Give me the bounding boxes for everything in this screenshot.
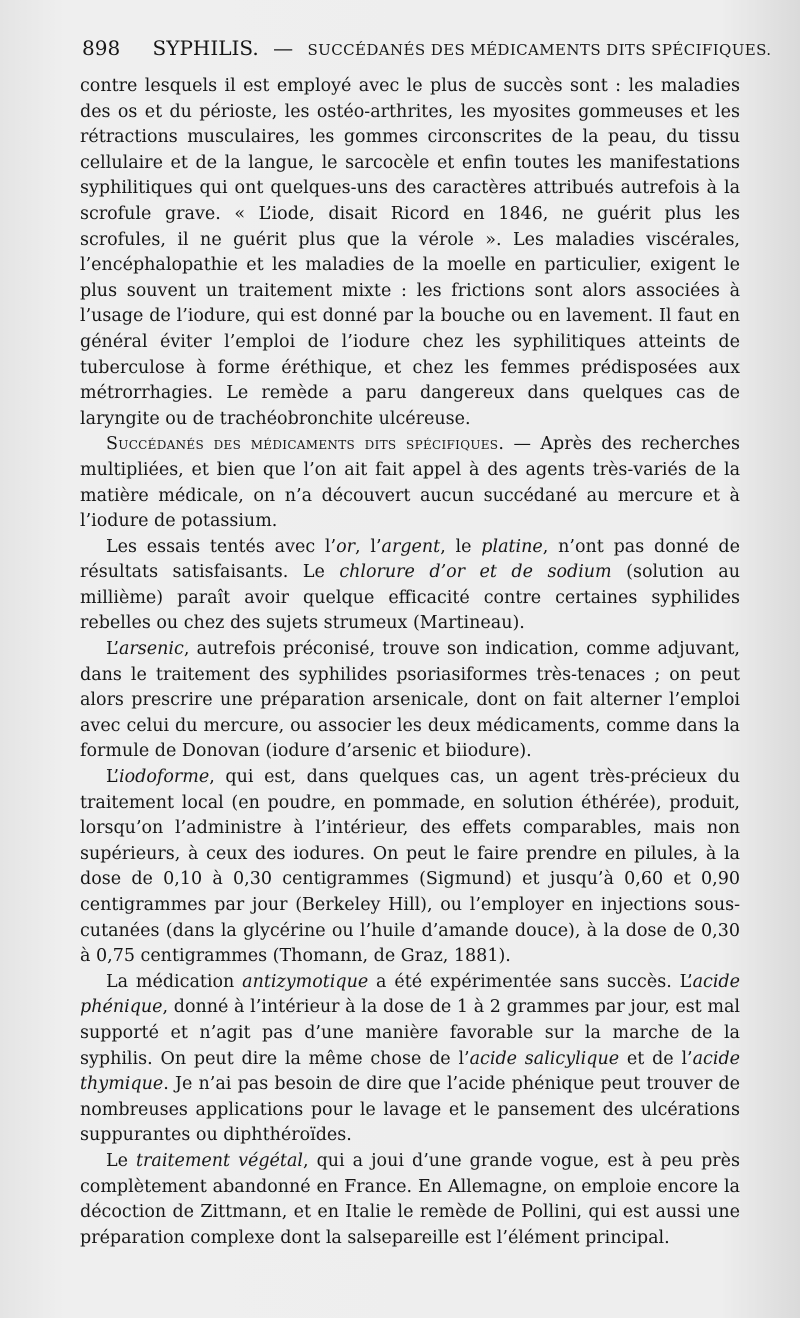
text-run: L’ — [106, 767, 119, 788]
paragraph-iodide-indications — [80, 74, 740, 432]
running-header — [82, 36, 772, 60]
section-heading: Succédanés des médicaments dits spécifiques. — [106, 434, 505, 455]
text-run: Les essais tentés avec l’ — [106, 536, 337, 557]
paragraph-substitutes — [80, 432, 740, 534]
chapter-title: SYPHILIS. — [152, 36, 259, 60]
term-platine: platine — [481, 536, 543, 557]
page-number: 898 — [82, 36, 121, 60]
text-run: . Je n’ai pas besoin de dire que l’acide phénique peut trouver de nombreuses applications pour le lavage et le pansement des ulcérations suppurantes ou diphthéroïdes. — [80, 1074, 740, 1146]
text-run: , qui est, dans quelques cas, un agent très-précieux du traitement local (en poudre, en pommade, en solution éthérée), produit, lorsqu’on l’administre à l’intérieur, des effets comparables, mais non supérieurs, à ceux des iodures. On peut le faire prendre en pilules, à la dose de 0,10 à 0,30 centigrammes (Sigmund) et jusqu’à 0,60 et 0,90 centigrammes par jour (Berkeley Hill), ou l’employer en injections sous-cutanées (dans la glycérine ou l’huile d’amande douce), à la dose de 0,30 à 0,75 centigrammes (Thomann, de Graz, 1881). — [80, 767, 740, 967]
heading-dash: — — [513, 434, 532, 455]
text-run: L’ — [106, 639, 119, 660]
term-or: or — [336, 536, 355, 557]
term-argent: argent — [381, 536, 441, 557]
paragraph-text: contre lesquels il est employé avec le plus de succès sont : les maladies des os et du périoste, les ostéo-arthrites, les myosites gommeuses et les rétractions musculaires, les gommes circonscrites de la peau, du tissu cellulaire et de la langue, le sarcocèle et enfin toutes les manifestations syphilitiques qui ont quelques-uns des caractères attribués autrefois à la scrofule grave. « L’iode, disait Ricord en 1846, ne guérit plus les scrofules, il ne guérit plus que la vérole ». Les maladies viscérales, l’encéphalopathie et les maladies de la moelle en particulier, exigent le plus souvent un traitement mixte : les frictions sont alors associées à l’usage de l’iodure, qui est donné par la bouche ou en lavement. Il faut en général éviter l’emploi de l’iodure chez les syphilitiques atteints de tuberculose à forme éréthique, et chez les femmes prédisposées aux métrorrhagies. Le remède a paru dangereux dans quelques cas de laryngite ou de trachéobronchite ulcéreuse. — [80, 76, 740, 429]
text-run: , qui a joui d’une grande vogue, est à peu près complètement abandonné en France. En Allemagne, on emploie encore la décoction de Zittmann, et en Italie le remède de Pollini, qui est aussi une préparation complexe dont la salsepareille est l’élément principal. — [80, 1150, 741, 1248]
body-text — [80, 74, 740, 1251]
text-run: , autrefois préconisé, trouve son indication, comme adjuvant, dans le traitement des syphilides psoriasiformes très-tenaces ; on peut alors prescrire une préparation arsenicale, dont on fait alterner l’emploi avec celui du mercure, ou associer les deux médicaments, comme dans la formule de Donovan (iodure d’arsenic et biiodure). — [80, 639, 740, 762]
text-run: (solution au millième) paraît avoir quelque efficacité contre certaines syphilides rebelles ou chez des sujets strumeux (Martineau). — [80, 562, 740, 634]
text-run: et de l’ — [619, 1048, 693, 1069]
bleed-through-footer — [120, 1240, 720, 1258]
text-run: , le — [440, 536, 482, 557]
term-iodoforme: iodoforme — [119, 767, 210, 788]
paragraph-vegetal — [80, 1149, 740, 1251]
paragraph-antizymotic — [80, 970, 740, 1149]
header-separator: — — [273, 36, 294, 60]
paragraph-gold-silver — [80, 535, 740, 637]
term-antizymotique: antizymotique — [242, 971, 369, 992]
text-run: , n’ont pas donné de résultats satisfaisants. Le — [80, 536, 740, 583]
paragraph-iodoform — [80, 765, 740, 970]
section-title: SUCCÉDANÉS DES MÉDICAMENTS DITS SPÉCIFIQUES. — [307, 41, 772, 59]
term-acide-phenique: acide phénique — [80, 971, 740, 1018]
term-acide-thymique: acide thymique — [80, 1048, 740, 1095]
term-acide-salicylique: acide salicylique — [469, 1048, 620, 1069]
text-run: , donné à l’intérieur à la dose de 1 à 2 grammes par jour, est mal supporté et n’agit pas d’une manière favorable sur la marche de la syphilis. On peut dire la même chose de l’ — [80, 997, 740, 1069]
paragraph-text: Après des recherches multipliées, et bien que l’on ait fait appel à des agents très-variés de la matière médicale, on n’a découvert aucun succédané au mercure et à l’iodure de potassium. — [80, 434, 740, 532]
term-traitement-vegetal: traitement végétal — [136, 1150, 303, 1171]
term-chlorure: chlorure d’or et de sodium — [339, 562, 612, 583]
text-run: , l’ — [355, 536, 382, 557]
term-arsenic: arsenic — [119, 639, 184, 660]
paragraph-arsenic — [80, 637, 740, 765]
text-run: Le — [106, 1150, 137, 1171]
text-run: a été expérimentée sans succès. L’ — [368, 971, 693, 992]
text-run: La médication — [106, 971, 243, 992]
